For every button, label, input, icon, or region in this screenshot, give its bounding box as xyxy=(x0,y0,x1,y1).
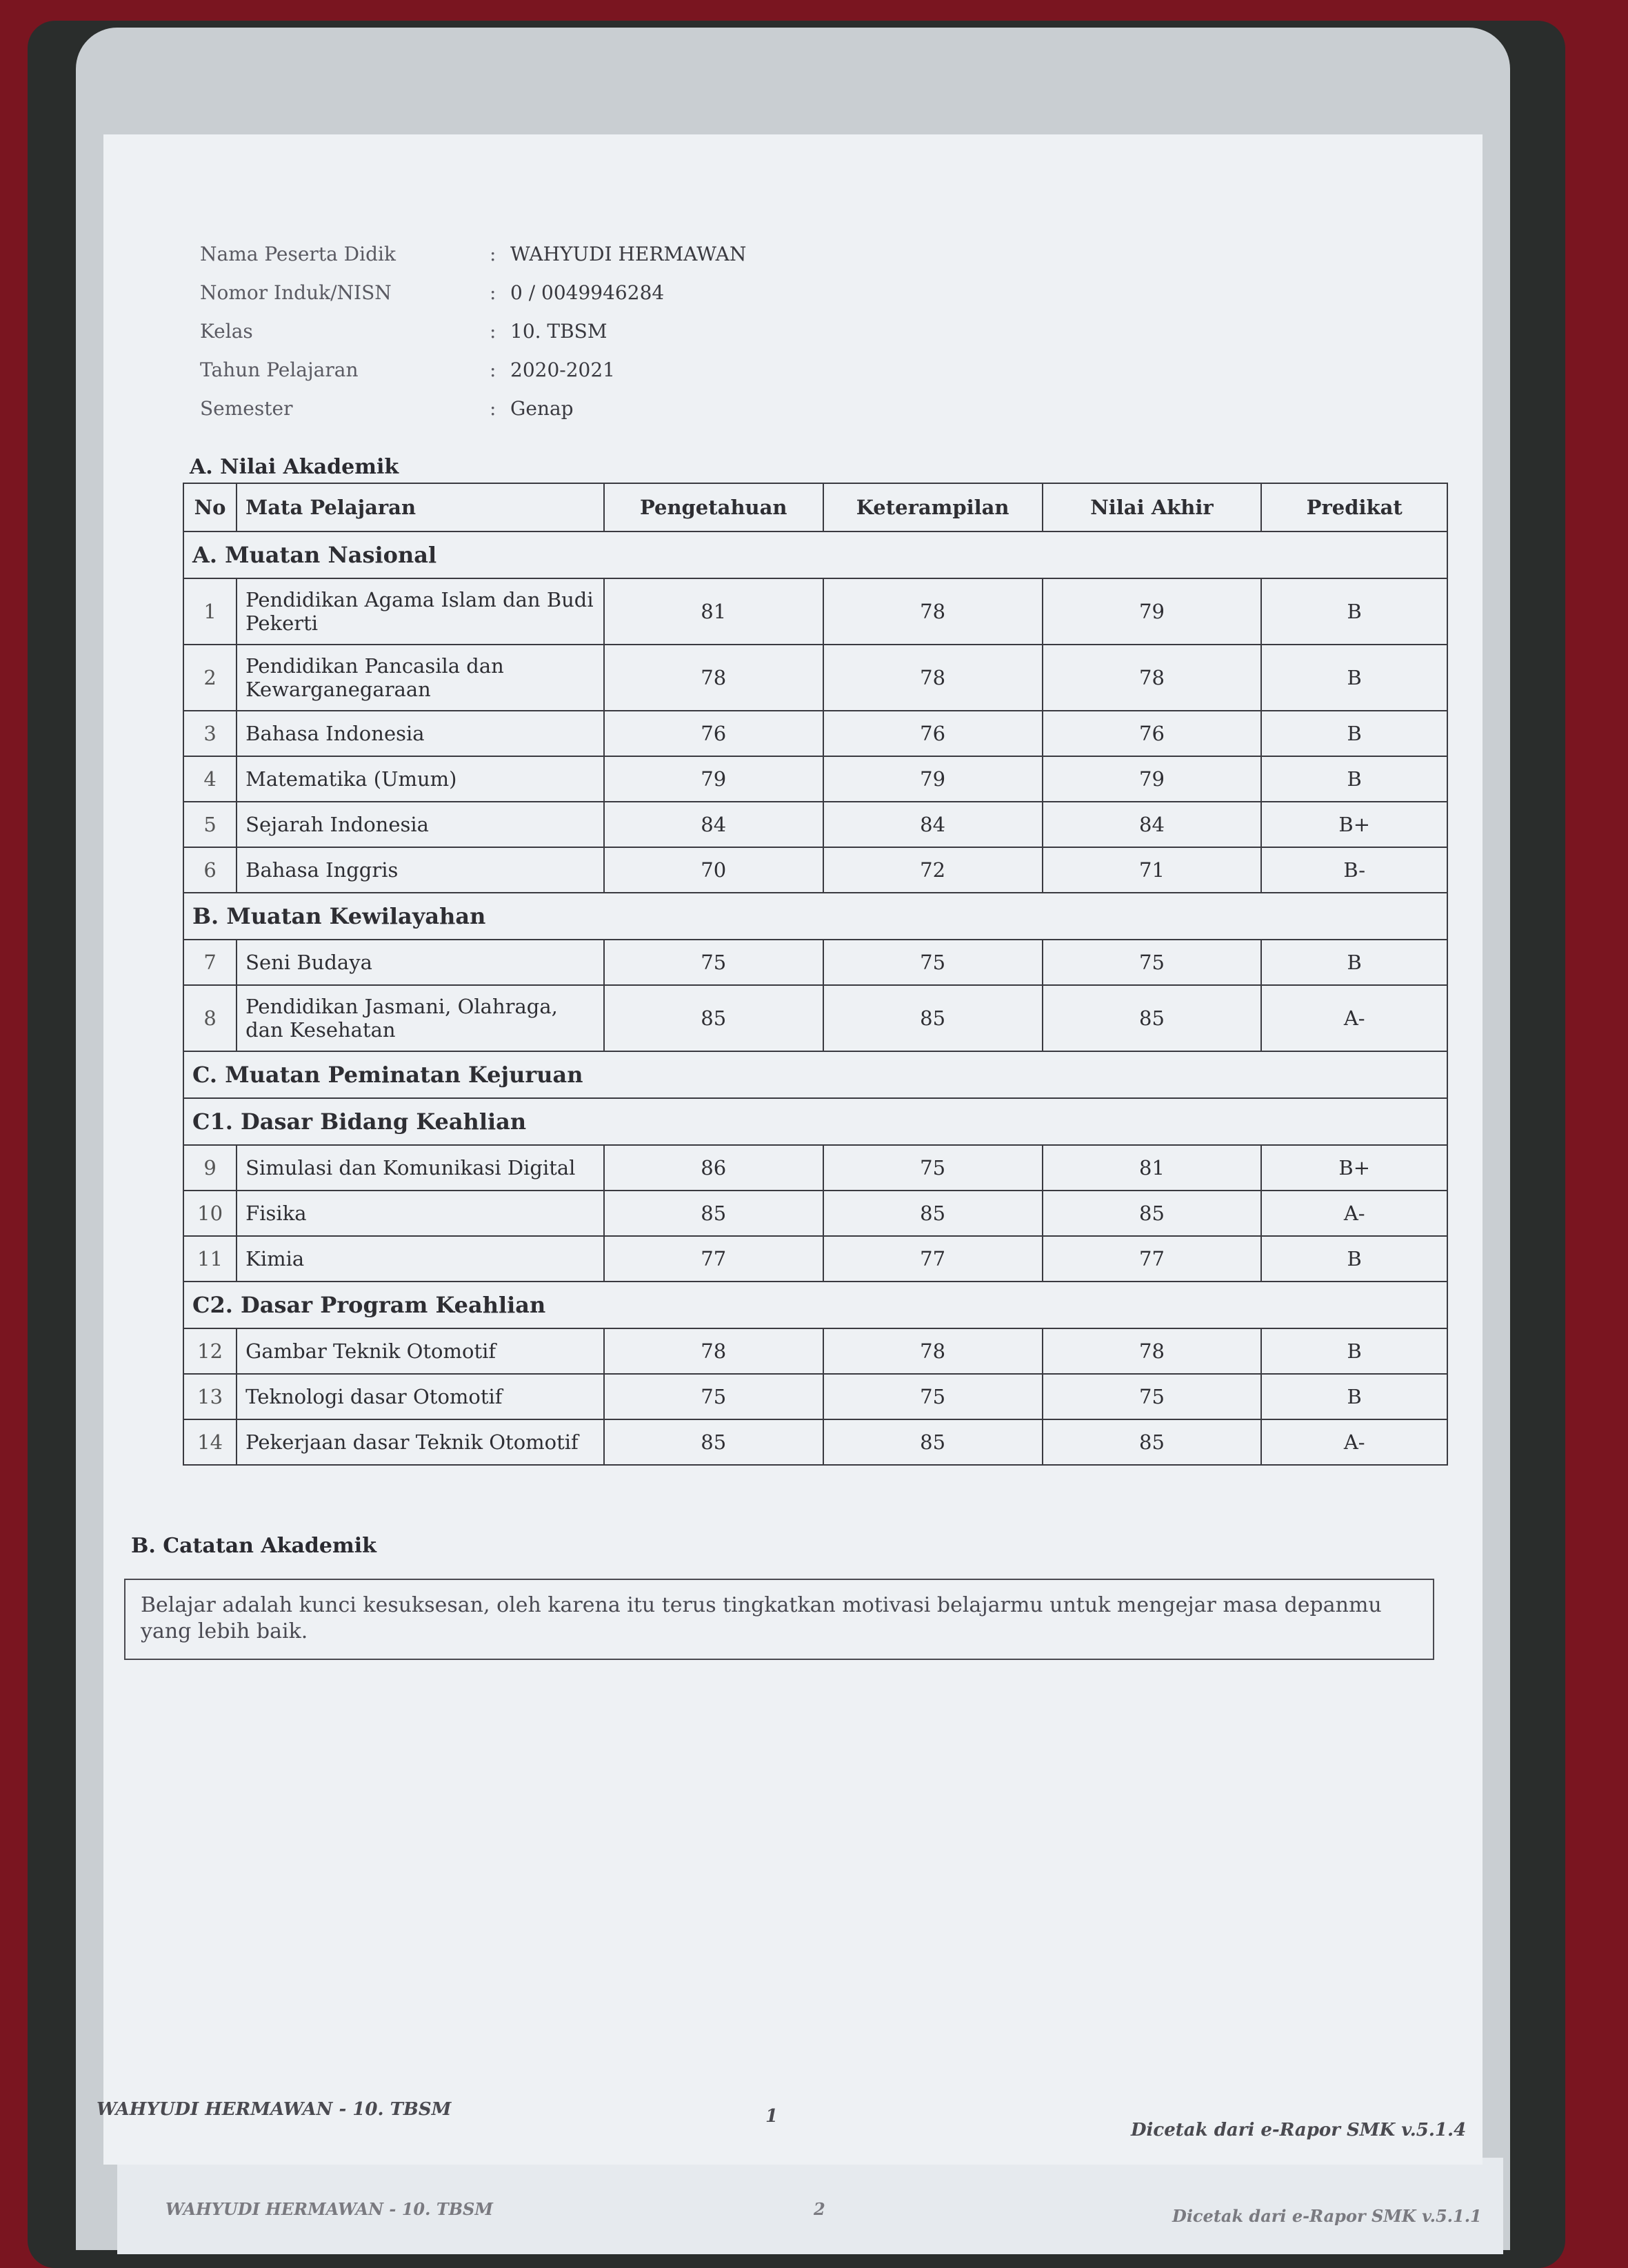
header-skills: Keterampilan xyxy=(823,483,1043,531)
next-footer-page-number: 2 xyxy=(814,2199,825,2219)
cell-knowledge: 76 xyxy=(604,711,823,756)
cell-no: 2 xyxy=(183,645,237,711)
cell-subject: Seni Budaya xyxy=(237,940,604,985)
info-colon: : xyxy=(490,242,496,265)
cell-subject: Pekerjaan dasar Teknik Otomotif xyxy=(237,1419,604,1465)
cell-final: 78 xyxy=(1043,1328,1262,1374)
cell-subject: Pendidikan Agama Islam dan Budi Pekerti xyxy=(237,578,604,645)
cell-final: 79 xyxy=(1043,756,1262,802)
table-row xyxy=(183,985,1447,1051)
cell-knowledge: 81 xyxy=(604,578,823,645)
cell-no: 1 xyxy=(183,578,237,645)
section-a-title: A. Nilai Akademik xyxy=(190,455,399,479)
cell-final: 77 xyxy=(1043,1236,1262,1282)
table-row xyxy=(183,578,1447,645)
info-value: 10. TBSM xyxy=(510,319,607,343)
cell-subject: Bahasa Indonesia xyxy=(237,711,604,756)
cell-knowledge: 86 xyxy=(604,1145,823,1191)
cell-predicate: B+ xyxy=(1261,1145,1447,1191)
cell-no: 5 xyxy=(183,802,237,847)
cell-final: 79 xyxy=(1043,578,1262,645)
header-subject: Mata Pelajaran xyxy=(237,483,604,531)
cell-final: 75 xyxy=(1043,940,1262,985)
cell-skills: 85 xyxy=(823,1419,1043,1465)
cell-skills: 85 xyxy=(823,985,1043,1051)
cell-predicate: A- xyxy=(1261,1419,1447,1465)
cell-subject: Kimia xyxy=(237,1236,604,1282)
footer-page-number: 1 xyxy=(765,2106,778,2127)
academic-note: Belajar adalah kunci kesuksesan, oleh karena itu terus tingkatkan motivasi belajarmu untuk mengejar masa depanmu yang lebih baik. xyxy=(124,1579,1434,1660)
table-row xyxy=(183,1191,1447,1236)
cell-predicate: B xyxy=(1261,1236,1447,1282)
header-knowledge: Pengetahuan xyxy=(604,483,823,531)
cell-skills: 76 xyxy=(823,711,1043,756)
table-row xyxy=(183,940,1447,985)
cell-predicate: A- xyxy=(1261,1191,1447,1236)
table-header-row xyxy=(183,483,1447,531)
cell-final: 85 xyxy=(1043,1419,1262,1465)
cell-knowledge: 84 xyxy=(604,802,823,847)
info-row-semester xyxy=(200,389,746,427)
cell-skills: 75 xyxy=(823,940,1043,985)
cell-no: 12 xyxy=(183,1328,237,1374)
cell-knowledge: 78 xyxy=(604,645,823,711)
table-row xyxy=(183,711,1447,756)
category-title: C1. Dasar Bidang Keahlian xyxy=(183,1098,1447,1145)
cell-subject: Fisika xyxy=(237,1191,604,1236)
table-row xyxy=(183,1419,1447,1465)
cell-skills: 77 xyxy=(823,1236,1043,1282)
category-row xyxy=(183,531,1447,578)
cell-knowledge: 85 xyxy=(604,985,823,1051)
category-row xyxy=(183,1051,1447,1098)
info-colon: : xyxy=(490,358,496,381)
next-footer-student: WAHYUDI HERMAWAN - 10. TBSM xyxy=(165,2199,493,2219)
info-label: Semester xyxy=(200,396,293,420)
cell-subject: Gambar Teknik Otomotif xyxy=(237,1328,604,1374)
header-predicate: Predikat xyxy=(1261,483,1447,531)
next-footer-printed: Dicetak dari e-Rapor SMK v.5.1.1 xyxy=(1172,2206,1482,2226)
info-value: 0 / 0049946284 xyxy=(510,281,665,304)
cell-subject: Teknologi dasar Otomotif xyxy=(237,1374,604,1419)
cell-subject: Pendidikan Jasmani, Olahraga, dan Kesehatan xyxy=(237,985,604,1051)
cell-knowledge: 75 xyxy=(604,940,823,985)
cell-no: 13 xyxy=(183,1374,237,1419)
category-row xyxy=(183,1282,1447,1328)
cell-skills: 78 xyxy=(823,1328,1043,1374)
cell-skills: 72 xyxy=(823,847,1043,893)
info-row-name xyxy=(200,234,746,273)
category-title: C2. Dasar Program Keahlian xyxy=(183,1282,1447,1328)
cell-predicate: A- xyxy=(1261,985,1447,1051)
cell-final: 85 xyxy=(1043,985,1262,1051)
cell-no: 6 xyxy=(183,847,237,893)
cell-predicate: B xyxy=(1261,578,1447,645)
table-row xyxy=(183,1236,1447,1282)
category-row xyxy=(183,893,1447,940)
info-value: Genap xyxy=(510,396,574,420)
cell-predicate: B xyxy=(1261,711,1447,756)
category-row xyxy=(183,1098,1447,1145)
cell-skills: 85 xyxy=(823,1191,1043,1236)
cell-no: 8 xyxy=(183,985,237,1051)
footer-student: WAHYUDI HERMAWAN - 10. TBSM xyxy=(97,2099,452,2120)
table-row xyxy=(183,645,1447,711)
info-row-nisn xyxy=(200,273,746,312)
cell-knowledge: 75 xyxy=(604,1374,823,1419)
category-title: B. Muatan Kewilayahan xyxy=(183,893,1447,940)
cell-no: 4 xyxy=(183,756,237,802)
info-label: Kelas xyxy=(200,319,253,343)
next-page xyxy=(117,2158,1503,2254)
cell-knowledge: 78 xyxy=(604,1328,823,1374)
cell-predicate: B xyxy=(1261,940,1447,985)
cell-predicate: B xyxy=(1261,756,1447,802)
grades-table xyxy=(183,483,1448,1466)
header-final: Nilai Akhir xyxy=(1043,483,1262,531)
cell-final: 76 xyxy=(1043,711,1262,756)
cell-skills: 75 xyxy=(823,1145,1043,1191)
info-value: 2020-2021 xyxy=(510,358,615,381)
cell-no: 3 xyxy=(183,711,237,756)
cell-subject: Sejarah Indonesia xyxy=(237,802,604,847)
cell-final: 81 xyxy=(1043,1145,1262,1191)
cell-predicate: B xyxy=(1261,645,1447,711)
cell-predicate: B xyxy=(1261,1374,1447,1419)
student-info xyxy=(200,234,746,427)
cell-predicate: B xyxy=(1261,1328,1447,1374)
table-row xyxy=(183,1328,1447,1374)
report-page xyxy=(97,134,1483,2165)
cell-subject: Bahasa Inggris xyxy=(237,847,604,893)
cell-final: 75 xyxy=(1043,1374,1262,1419)
cell-knowledge: 77 xyxy=(604,1236,823,1282)
category-title: A. Muatan Nasional xyxy=(183,531,1447,578)
cell-final: 85 xyxy=(1043,1191,1262,1236)
info-label: Nama Peserta Didik xyxy=(200,242,396,265)
cell-predicate: B+ xyxy=(1261,802,1447,847)
header-no: No xyxy=(183,483,237,531)
info-label: Nomor Induk/NISN xyxy=(200,281,392,304)
info-row-year xyxy=(200,350,746,389)
cell-knowledge: 85 xyxy=(604,1419,823,1465)
table-row xyxy=(183,847,1447,893)
cell-no: 10 xyxy=(183,1191,237,1236)
cell-skills: 79 xyxy=(823,756,1043,802)
table-row xyxy=(183,1374,1447,1419)
info-label: Tahun Pelajaran xyxy=(200,358,359,381)
cell-predicate: B- xyxy=(1261,847,1447,893)
cell-no: 11 xyxy=(183,1236,237,1282)
cell-no: 14 xyxy=(183,1419,237,1465)
cell-skills: 75 xyxy=(823,1374,1043,1419)
info-colon: : xyxy=(490,396,496,420)
section-b-title: B. Catatan Akademik xyxy=(131,1534,376,1558)
category-title: C. Muatan Peminatan Kejuruan xyxy=(183,1051,1447,1098)
cell-no: 9 xyxy=(183,1145,237,1191)
info-value: WAHYUDI HERMAWAN xyxy=(510,242,747,265)
cell-knowledge: 70 xyxy=(604,847,823,893)
info-colon: : xyxy=(490,281,496,304)
table-row xyxy=(183,756,1447,802)
info-row-class xyxy=(200,312,746,350)
cell-skills: 78 xyxy=(823,645,1043,711)
footer-printed: Dicetak dari e-Rapor SMK v.5.1.4 xyxy=(1131,2120,1467,2140)
cell-subject: Simulasi dan Komunikasi Digital xyxy=(237,1145,604,1191)
cell-knowledge: 79 xyxy=(604,756,823,802)
table-row xyxy=(183,1145,1447,1191)
cell-final: 84 xyxy=(1043,802,1262,847)
info-colon: : xyxy=(490,319,496,343)
cell-final: 71 xyxy=(1043,847,1262,893)
cell-subject: Matematika (Umum) xyxy=(237,756,604,802)
table-row xyxy=(183,802,1447,847)
cell-no: 7 xyxy=(183,940,237,985)
cell-knowledge: 85 xyxy=(604,1191,823,1236)
cell-final: 78 xyxy=(1043,645,1262,711)
cell-skills: 78 xyxy=(823,578,1043,645)
cell-subject: Pendidikan Pancasila dan Kewarganegaraan xyxy=(237,645,604,711)
cell-skills: 84 xyxy=(823,802,1043,847)
